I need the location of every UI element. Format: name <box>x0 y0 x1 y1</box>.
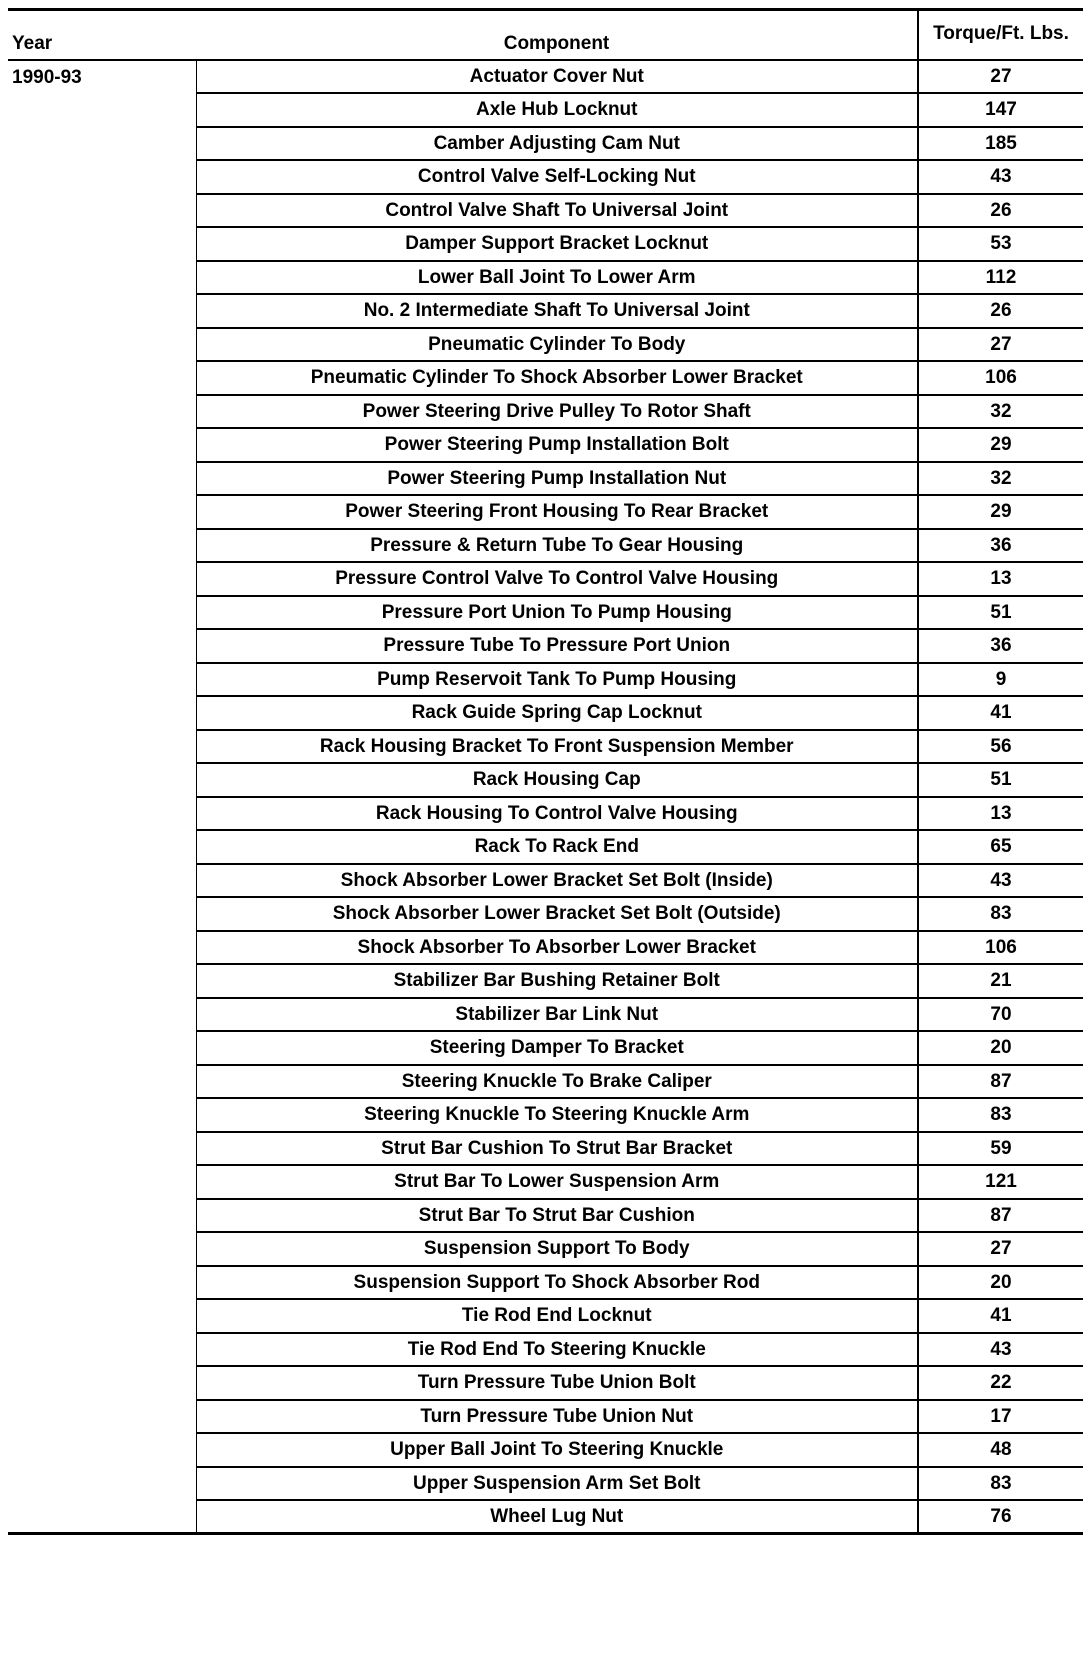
component-cell: Shock Absorber Lower Bracket Set Bolt (Outside) <box>196 897 918 931</box>
component-cell: Lower Ball Joint To Lower Arm <box>196 261 918 295</box>
component-cell: Shock Absorber Lower Bracket Set Bolt (Inside) <box>196 864 918 898</box>
header-row <box>8 10 1083 60</box>
component-cell: Rack Guide Spring Cap Locknut <box>196 696 918 730</box>
component-cell: Rack Housing Bracket To Front Suspension Member <box>196 730 918 764</box>
component-cell: Power Steering Pump Installation Nut <box>196 462 918 496</box>
torque-cell: 43 <box>918 160 1083 194</box>
torque-cell: 87 <box>918 1065 1083 1099</box>
component-cell: Actuator Cover Nut <box>196 60 918 94</box>
year-cell: 1990-93 <box>8 60 196 1534</box>
torque-cell: 53 <box>918 227 1083 261</box>
component-cell: Steering Knuckle To Steering Knuckle Arm <box>196 1098 918 1132</box>
component-cell: Power Steering Drive Pulley To Rotor Shaft <box>196 395 918 429</box>
component-cell: No. 2 Intermediate Shaft To Universal Joint <box>196 294 918 328</box>
component-cell: Tie Rod End Locknut <box>196 1299 918 1333</box>
torque-cell: 36 <box>918 529 1083 563</box>
torque-cell: 65 <box>918 830 1083 864</box>
component-cell: Pneumatic Cylinder To Shock Absorber Lower Bracket <box>196 361 918 395</box>
table-row <box>8 60 1083 94</box>
component-cell: Strut Bar To Lower Suspension Arm <box>196 1165 918 1199</box>
component-cell: Turn Pressure Tube Union Nut <box>196 1400 918 1434</box>
component-cell: Shock Absorber To Absorber Lower Bracket <box>196 931 918 965</box>
component-cell: Upper Ball Joint To Steering Knuckle <box>196 1433 918 1467</box>
component-cell: Pressure Port Union To Pump Housing <box>196 596 918 630</box>
torque-cell: 13 <box>918 797 1083 831</box>
torque-cell: 76 <box>918 1500 1083 1534</box>
torque-cell: 43 <box>918 864 1083 898</box>
header-year: Year <box>8 10 196 60</box>
torque-cell: 83 <box>918 897 1083 931</box>
torque-cell: 83 <box>918 1098 1083 1132</box>
component-cell: Damper Support Bracket Locknut <box>196 227 918 261</box>
torque-cell: 87 <box>918 1199 1083 1233</box>
component-cell: Power Steering Front Housing To Rear Bracket <box>196 495 918 529</box>
torque-cell: 43 <box>918 1333 1083 1367</box>
torque-cell: 27 <box>918 1232 1083 1266</box>
component-cell: Rack Housing To Control Valve Housing <box>196 797 918 831</box>
component-cell: Axle Hub Locknut <box>196 93 918 127</box>
torque-cell: 32 <box>918 462 1083 496</box>
component-cell: Pressure & Return Tube To Gear Housing <box>196 529 918 563</box>
component-cell: Rack To Rack End <box>196 830 918 864</box>
torque-cell: 26 <box>918 294 1083 328</box>
component-cell: Suspension Support To Shock Absorber Rod <box>196 1266 918 1300</box>
torque-cell: 51 <box>918 763 1083 797</box>
torque-cell: 56 <box>918 730 1083 764</box>
component-cell: Strut Bar To Strut Bar Cushion <box>196 1199 918 1233</box>
torque-cell: 59 <box>918 1132 1083 1166</box>
component-cell: Control Valve Shaft To Universal Joint <box>196 194 918 228</box>
torque-cell: 21 <box>918 964 1083 998</box>
component-cell: Power Steering Pump Installation Bolt <box>196 428 918 462</box>
header-component: Component <box>196 10 918 60</box>
component-cell: Pneumatic Cylinder To Body <box>196 328 918 362</box>
torque-cell: 147 <box>918 93 1083 127</box>
component-cell: Upper Suspension Arm Set Bolt <box>196 1467 918 1501</box>
component-cell: Pressure Control Valve To Control Valve Housing <box>196 562 918 596</box>
torque-cell: 20 <box>918 1031 1083 1065</box>
component-cell: Rack Housing Cap <box>196 763 918 797</box>
torque-cell: 185 <box>918 127 1083 161</box>
torque-cell: 70 <box>918 998 1083 1032</box>
torque-cell: 22 <box>918 1366 1083 1400</box>
torque-cell: 26 <box>918 194 1083 228</box>
torque-cell: 106 <box>918 361 1083 395</box>
header-torque: Torque/Ft. Lbs. <box>918 10 1083 60</box>
torque-cell: 106 <box>918 931 1083 965</box>
torque-cell: 27 <box>918 328 1083 362</box>
torque-cell: 83 <box>918 1467 1083 1501</box>
torque-cell: 20 <box>918 1266 1083 1300</box>
torque-cell: 13 <box>918 562 1083 596</box>
component-cell: Tie Rod End To Steering Knuckle <box>196 1333 918 1367</box>
component-cell: Wheel Lug Nut <box>196 1500 918 1534</box>
component-cell: Pressure Tube To Pressure Port Union <box>196 629 918 663</box>
torque-spec-table <box>8 8 1083 1535</box>
torque-cell: 48 <box>918 1433 1083 1467</box>
component-cell: Pump Reservoit Tank To Pump Housing <box>196 663 918 697</box>
component-cell: Stabilizer Bar Bushing Retainer Bolt <box>196 964 918 998</box>
component-cell: Steering Damper To Bracket <box>196 1031 918 1065</box>
torque-cell: 51 <box>918 596 1083 630</box>
torque-cell: 27 <box>918 60 1083 94</box>
torque-cell: 112 <box>918 261 1083 295</box>
torque-cell: 9 <box>918 663 1083 697</box>
torque-cell: 32 <box>918 395 1083 429</box>
component-cell: Steering Knuckle To Brake Caliper <box>196 1065 918 1099</box>
table-body <box>8 60 1083 1534</box>
torque-cell: 17 <box>918 1400 1083 1434</box>
component-cell: Strut Bar Cushion To Strut Bar Bracket <box>196 1132 918 1166</box>
torque-cell: 41 <box>918 696 1083 730</box>
torque-cell: 41 <box>918 1299 1083 1333</box>
torque-cell: 121 <box>918 1165 1083 1199</box>
torque-cell: 29 <box>918 428 1083 462</box>
component-cell: Turn Pressure Tube Union Bolt <box>196 1366 918 1400</box>
torque-cell: 36 <box>918 629 1083 663</box>
torque-cell: 29 <box>918 495 1083 529</box>
component-cell: Camber Adjusting Cam Nut <box>196 127 918 161</box>
component-cell: Suspension Support To Body <box>196 1232 918 1266</box>
component-cell: Control Valve Self-Locking Nut <box>196 160 918 194</box>
component-cell: Stabilizer Bar Link Nut <box>196 998 918 1032</box>
